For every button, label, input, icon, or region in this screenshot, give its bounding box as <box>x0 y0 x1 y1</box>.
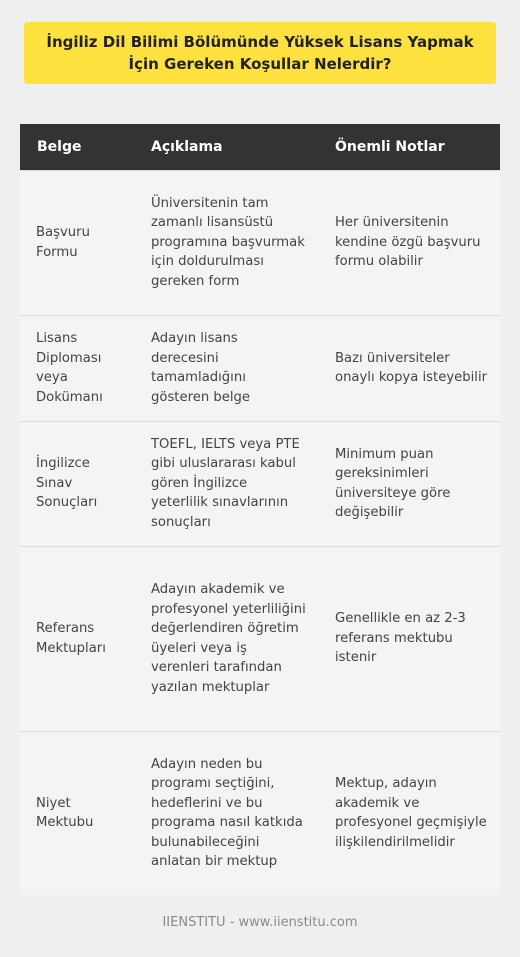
table-row <box>20 421 500 546</box>
cell-note: Her üniversitenin kendine özgü başvuru formu olabilir <box>318 170 500 315</box>
cell-note: Mektup, adayın akademik ve profesyonel geçmişiyle ilişkilendirilmelidir <box>318 731 500 895</box>
cell-note: Genellikle en az 2-3 referans mektubu istenir <box>318 546 500 731</box>
cell-note: Bazı üniversiteler onaylı kopya isteyebilir <box>318 315 500 421</box>
header-belge: Belge <box>20 124 134 170</box>
header-aciklama: Açıklama <box>134 124 318 170</box>
cell-document: İngilizce Sınav Sonuçları <box>20 421 134 546</box>
cell-description: Adayın akademik ve profesyonel yeterliliğini değerlendiren öğretim üyeleri veya iş verenleri tarafından yazılan mektuplar <box>134 546 318 731</box>
cell-document: Lisans Diploması veya Dokümanı <box>20 315 134 421</box>
table-row <box>20 170 500 315</box>
requirements-table <box>20 124 500 895</box>
cell-description: Adayın neden bu programı seçtiğini, hedeflerini ve bu programa nasıl katkıda bulunabileceğini anlatan bir mektup <box>134 731 318 895</box>
page-title: İngiliz Dil Bilimi Bölümünde Yüksek Lisans Yapmak İçin Gereken Koşullar Nelerdir? <box>24 22 496 84</box>
cell-document: Başvuru Formu <box>20 170 134 315</box>
cell-description: Adayın lisans derecesini tamamladığını gösteren belge <box>134 315 318 421</box>
cell-description: TOEFL, IELTS veya PTE gibi uluslararası kabul gören İngilizce yeterlilik sınavlarının sonuçları <box>134 421 318 546</box>
cell-document: Referans Mektupları <box>20 546 134 731</box>
cell-document: Niyet Mektubu <box>20 731 134 895</box>
cell-description: Üniversitenin tam zamanlı lisansüstü programına başvurmak için doldurulması gereken form <box>134 170 318 315</box>
footer-credit: IIENSTITU - www.iienstitu.com <box>162 915 358 930</box>
header-onemli-notlar: Önemli Notlar <box>318 124 500 170</box>
table-row <box>20 731 500 895</box>
table-header-row <box>20 124 500 170</box>
table-row <box>20 315 500 421</box>
table-row <box>20 546 500 731</box>
cell-note: Minimum puan gereksinimleri üniversiteye göre değişebilir <box>318 421 500 546</box>
